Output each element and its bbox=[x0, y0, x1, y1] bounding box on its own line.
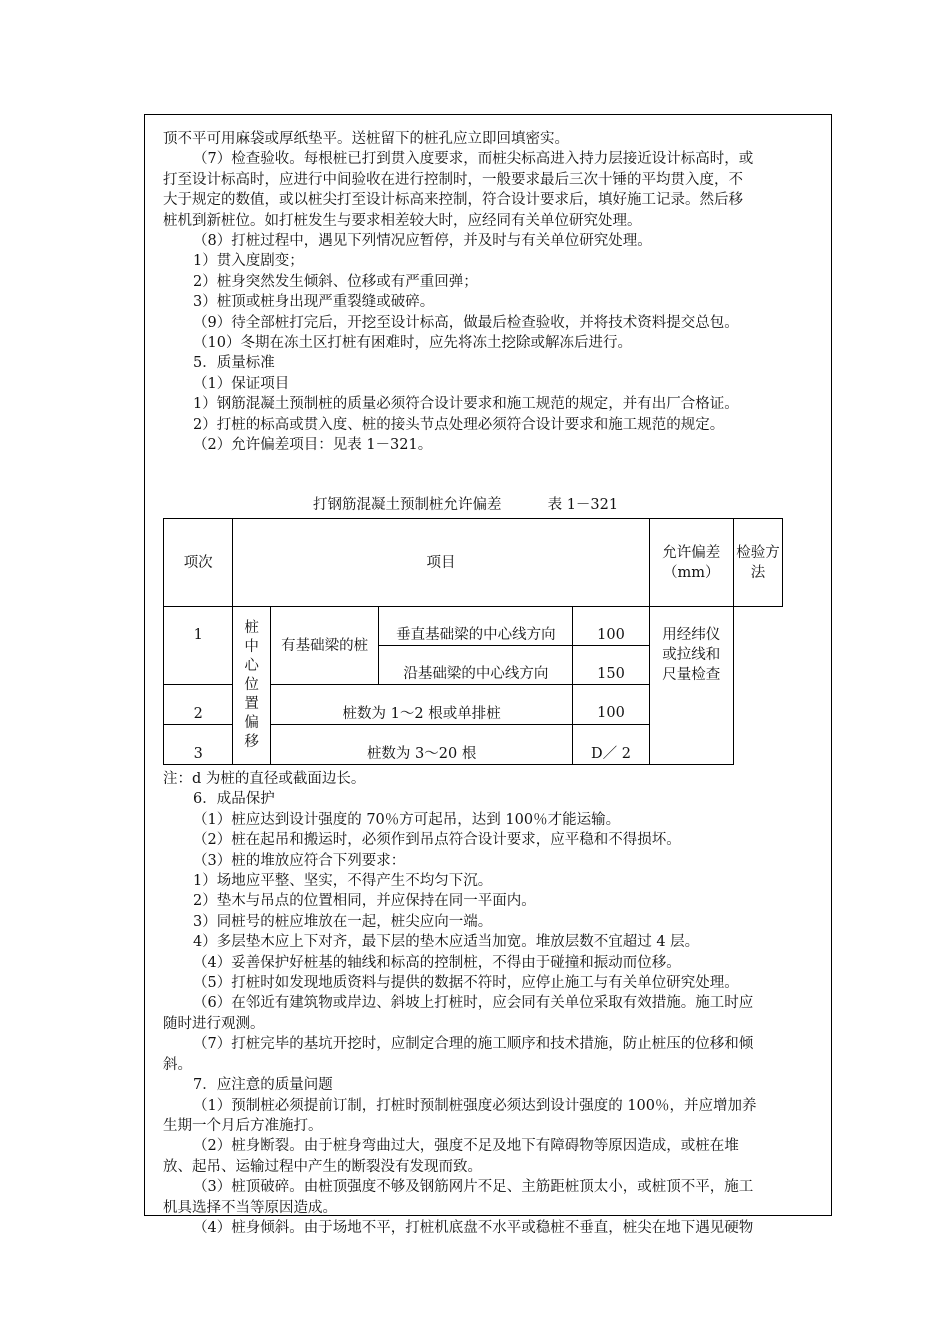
text-line: 7．应注意的质量问题 bbox=[193, 1077, 333, 1094]
row2-index: 2 bbox=[164, 685, 233, 725]
text-line: 大于规定的数值，或以桩尖打至设计标高来控制，符合设计要求后，填好施工记录。然后移 bbox=[163, 192, 743, 209]
row3-index: 3 bbox=[164, 725, 233, 765]
deviation-table bbox=[163, 518, 783, 765]
text-line: （2）允许偏差项目：见表 1－321。 bbox=[193, 437, 433, 454]
text-line: 2）桩身突然发生倾斜、位移或有严重回弹； bbox=[193, 273, 478, 290]
text-line: 1）钢筋混凝土预制桩的质量必须符合设计要求和施工规范的规定，并有出厂合格证。 bbox=[193, 396, 739, 413]
text-line: 机具选择不当等原因造成。 bbox=[163, 1199, 337, 1216]
row1a-deviation: 100 bbox=[573, 607, 649, 646]
table-header-row bbox=[164, 519, 783, 607]
text-line: 2）打桩的标高或贯入度、桩的接头节点处理必须符合设计要求和施工规范的规定。 bbox=[193, 416, 725, 433]
text-line: （5）打桩时如发现地质资料与提供的数据不符时，应停止施工与有关单位研究处理。 bbox=[193, 975, 739, 992]
text-line: （1）预制桩必须提前订制，打桩时预制桩强度必须达到设计强度的 100％，并应增加养 bbox=[193, 1097, 757, 1114]
method-cell: 用经纬仪或拉线和尺量检查 bbox=[649, 607, 733, 765]
row1b-item: 沿基础梁的中心线方向 bbox=[379, 646, 573, 685]
row2-item: 桩数为 1～2 根或单排桩 bbox=[270, 685, 573, 725]
text-line: 桩机到新桩位。如打桩发生与要求相差较大时，应经同有关单位研究处理。 bbox=[163, 212, 642, 229]
text-line: （7）检查验收。每根桩已打到贯入度要求，而桩尖标高进入持力层接近设计标高时，或 bbox=[193, 151, 754, 168]
row1-subtype: 有基础梁的桩 bbox=[270, 607, 379, 685]
row3-item: 桩数为 3～20 根 bbox=[270, 725, 573, 765]
text-line: 1）场地应平整、坚实，不得产生不均匀下沉。 bbox=[193, 873, 493, 890]
text-line: 打至设计标高时，应进行中间验收在进行控制时，一般要求最后三次十锤的平均贯入度，不 bbox=[163, 171, 743, 188]
text-line: 放、起吊、运输过程中产生的断裂没有发现而致。 bbox=[163, 1158, 482, 1175]
text-line: 斜。 bbox=[163, 1056, 192, 1073]
text-line: 2）垫木与吊点的位置相同，并应保持在同一平面内。 bbox=[193, 893, 536, 910]
text-line: （2）桩在起吊和搬运时，必须作到吊点符合设计要求，应平稳和不得损坏。 bbox=[193, 832, 681, 849]
header-method: 检验方法 bbox=[734, 519, 783, 607]
table-row bbox=[164, 607, 783, 646]
group-label: 桩中心位置偏移 bbox=[233, 607, 270, 765]
text-line: （9）待全部桩打完后，开挖至设计标高，做最后检查验收，并将技术资料提交总包。 bbox=[193, 314, 739, 331]
text-line: 顶不平可用麻袋或厚纸垫平。送桩留下的桩孔应立即回填密实。 bbox=[163, 131, 569, 147]
row1-index: 1 bbox=[164, 607, 233, 685]
text-line: （4）妥善保护好桩基的轴线和标高的控制桩，不得由于碰撞和振动而位移。 bbox=[193, 954, 681, 971]
top-text-block bbox=[163, 129, 819, 456]
page-frame bbox=[144, 114, 832, 1236]
text-line: （1）保证项目 bbox=[193, 375, 290, 392]
row1b-deviation: 150 bbox=[573, 646, 649, 685]
text-line: （4）桩身倾斜。由于场地不平，打桩机底盘不水平或稳桩不垂直，桩尖在地下遇见硬物 bbox=[193, 1219, 754, 1236]
text-line: 随时进行观测。 bbox=[163, 1015, 265, 1032]
text-line: 注：d 为桩的直径或截面边长。 bbox=[163, 771, 366, 787]
text-line: （8）打桩过程中，遇见下列情况应暂停，并及时与有关单位研究处理。 bbox=[193, 233, 652, 250]
text-line: 6．成品保护 bbox=[193, 791, 275, 808]
text-line: （2）桩身断裂。由于桩身弯曲过大，强度不足及地下有障碍物等原因造成，或桩在堆 bbox=[193, 1138, 739, 1155]
text-line: （1）桩应达到设计强度的 70％方可起吊，达到 100％才能运输。 bbox=[193, 811, 621, 828]
row3-deviation: D／ 2 bbox=[573, 725, 649, 765]
text-line: 4）多层垫木应上下对齐，最下层的垫木应适当加宽。堆放层数不宜超过 4 层。 bbox=[193, 934, 700, 951]
row2-deviation: 100 bbox=[573, 685, 649, 725]
table-caption: 打钢筋混凝土预制桩允许偏差 表 1－321 bbox=[313, 497, 619, 513]
text-line: （10）冬期在冻土区打桩有困难时，应先将冻土挖除或解冻后进行。 bbox=[193, 335, 632, 352]
text-line: （3）桩的堆放应符合下列要求： bbox=[193, 852, 406, 869]
text-line: 3）桩顶或桩身出现严重裂缝或破碎。 bbox=[193, 294, 435, 311]
header-item: 项目 bbox=[233, 519, 649, 607]
text-line: 生期一个月后方准施打。 bbox=[163, 1117, 323, 1134]
text-line: 5．质量标准 bbox=[193, 355, 275, 372]
bottom-text-block bbox=[163, 769, 819, 1238]
text-line: 3）同桩号的桩应堆放在一起，桩尖应向一端。 bbox=[193, 913, 493, 930]
text-line: （7）打桩完毕的基坑开挖时，应制定合理的施工顺序和技术措施，防止桩压的位移和倾 bbox=[193, 1036, 754, 1053]
text-line: 1）贯入度剧变； bbox=[193, 253, 304, 270]
header-index: 项次 bbox=[164, 519, 233, 607]
row1a-item: 垂直基础梁的中心线方向 bbox=[379, 607, 573, 646]
text-line: （6）在邻近有建筑物或岸边、斜坡上打桩时，应会同有关单位采取有效措施。施工时应 bbox=[193, 995, 754, 1012]
document-body bbox=[163, 129, 819, 1236]
text-line: （3）桩顶破碎。由桩顶强度不够及钢筋网片不足、主筋距桩顶太小，或桩顶不平，施工 bbox=[193, 1179, 754, 1196]
header-deviation: 允许偏差（mm） bbox=[649, 519, 733, 607]
